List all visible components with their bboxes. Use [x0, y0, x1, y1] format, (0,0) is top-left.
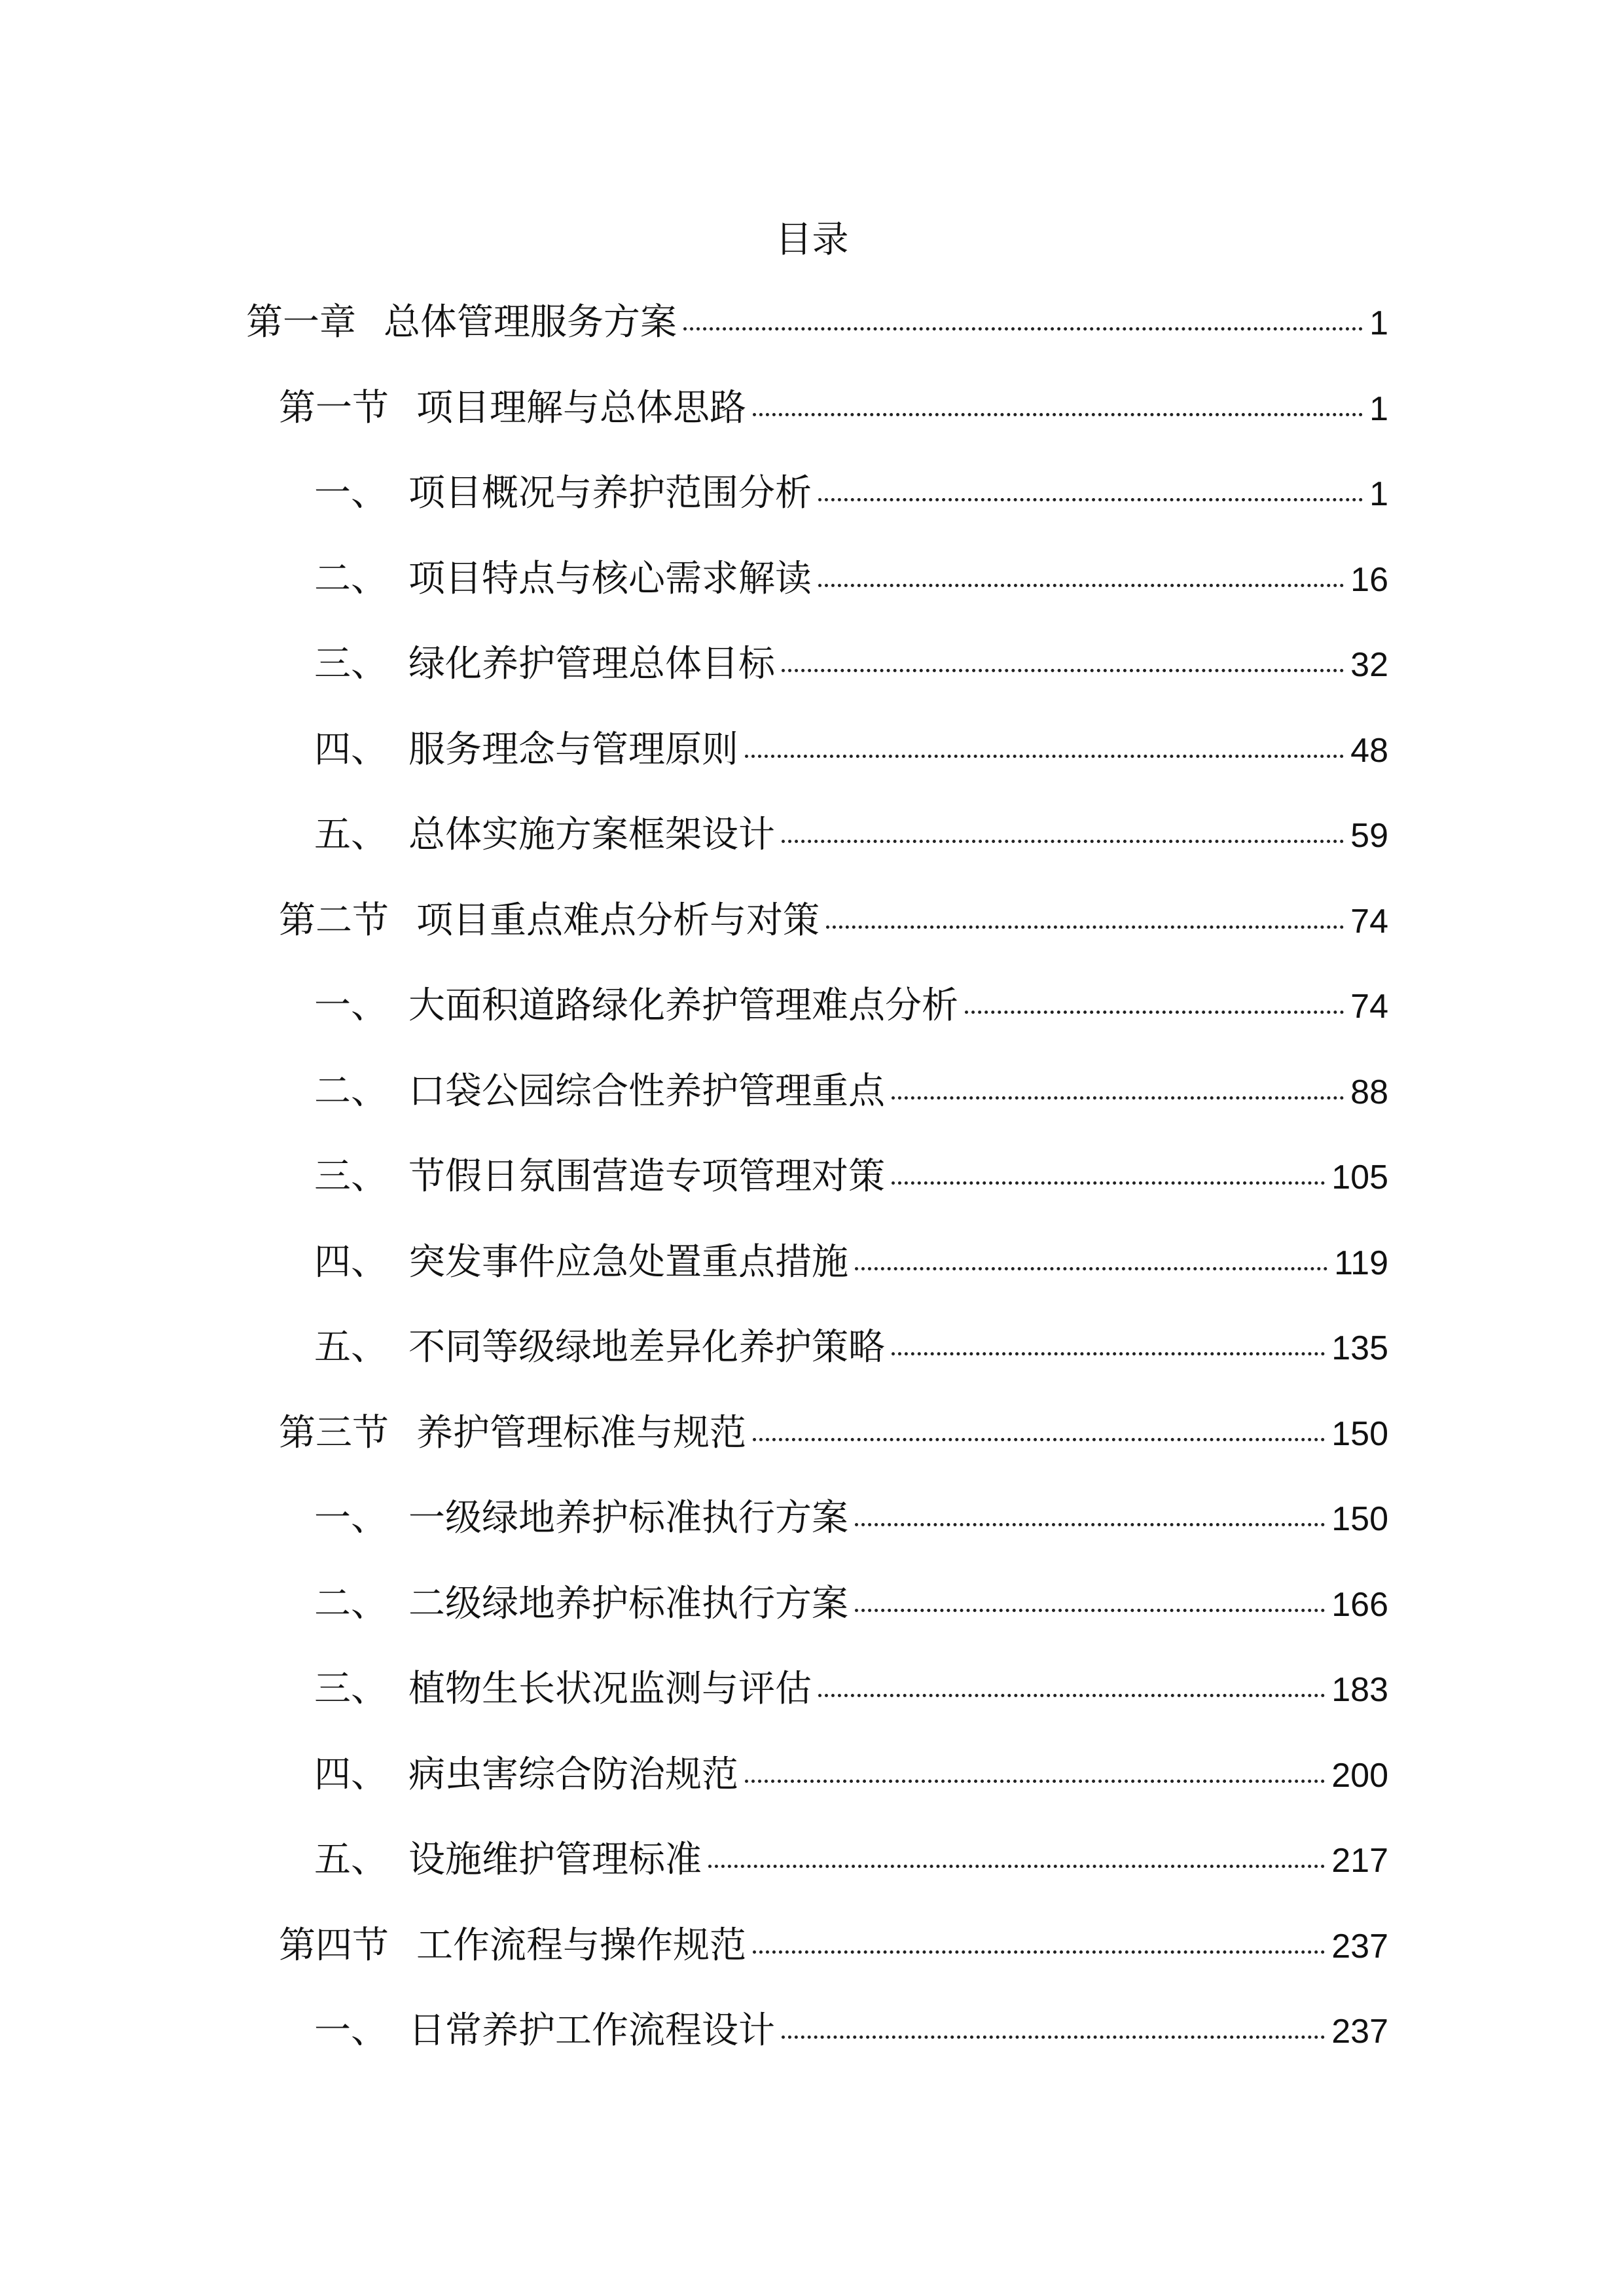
toc-entry-label: [314, 1660, 812, 1719]
page-title: 目录: [775, 219, 849, 261]
toc-entry-label: [314, 2001, 775, 2060]
toc-entry[interactable]: [279, 1916, 1388, 1975]
toc-entry-label: [279, 379, 746, 438]
toc-page-number: 88: [1350, 1073, 1388, 1111]
toc-entry-label: [314, 1575, 848, 1634]
toc-entry-title: 突发事件应急处置重点措施: [408, 1240, 848, 1283]
toc-entry-label: [314, 806, 775, 865]
toc-entry[interactable]: [279, 891, 1388, 950]
toc-entry-number: 第一节: [279, 386, 389, 429]
toc-dot-leader: [855, 1609, 1325, 1612]
toc-dot-leader: [708, 1865, 1325, 1868]
toc-page-number: 1: [1369, 304, 1388, 342]
toc-page-number: 119: [1334, 1244, 1388, 1282]
toc-entry-label: [246, 293, 677, 352]
toc-page-number: 200: [1331, 1756, 1388, 1795]
toc-page-number: 32: [1350, 646, 1388, 684]
toc-entry-number: 三、: [314, 1155, 388, 1198]
toc-entry-number: 四、: [314, 1753, 388, 1796]
toc-page-number: 135: [1331, 1329, 1388, 1367]
toc-dot-leader: [892, 1181, 1325, 1185]
toc-entry[interactable]: [314, 1489, 1388, 1548]
toc-dot-leader: [753, 413, 1363, 416]
toc-entry[interactable]: [314, 977, 1388, 1035]
toc-entry-title: 总体实施方案框架设计: [408, 814, 775, 856]
toc-entry-number: 第四节: [279, 1924, 389, 1967]
toc-entry-label: [314, 635, 775, 694]
toc-dot-leader: [745, 755, 1344, 758]
toc-entry[interactable]: [246, 293, 1388, 352]
toc-dot-leader: [683, 327, 1363, 331]
toc-entry-number: 五、: [314, 1326, 388, 1369]
toc-entry-label: [314, 721, 738, 780]
toc-page-number: 59: [1350, 817, 1388, 855]
toc-entry[interactable]: [314, 1062, 1388, 1121]
toc-entry-label: [314, 550, 812, 609]
toc-entry[interactable]: [314, 1318, 1388, 1377]
toc-entry-number: 四、: [314, 728, 388, 771]
toc-entry-number: 三、: [314, 1668, 388, 1710]
toc-entry-title: 总体管理服务方案: [384, 301, 677, 344]
toc-page-number: 217: [1331, 1842, 1388, 1880]
toc-entry[interactable]: [314, 550, 1388, 609]
toc-entry-number: 一、: [314, 2009, 388, 2052]
toc-entry-number: 第三节: [279, 1411, 389, 1454]
toc-dot-leader: [782, 840, 1344, 843]
toc-entry[interactable]: [314, 1746, 1388, 1804]
toc-entry-label: [279, 1916, 746, 1975]
toc-entry-title: 日常养护工作流程设计: [408, 2009, 775, 2052]
toc-entry-number: 三、: [314, 643, 388, 685]
toc-entry[interactable]: [314, 1575, 1388, 1634]
toc-entry-title: 口袋公园综合性养护管理重点: [408, 1069, 885, 1113]
toc-entry-number: 一、: [314, 472, 388, 514]
toc-entry-title: 服务理念与管理原则: [408, 728, 738, 771]
toc-entry[interactable]: [314, 464, 1388, 523]
toc-page-number: 48: [1350, 731, 1388, 770]
toc-dot-leader: [753, 1950, 1325, 1954]
toc-entry-label: [314, 1062, 885, 1121]
toc-entry-title: 项目概况与养护范围分析: [408, 472, 812, 514]
toc-entry-number: 二、: [314, 557, 388, 600]
toc-dot-leader: [818, 1694, 1325, 1697]
toc-page-number: 183: [1331, 1671, 1388, 1709]
toc-dot-leader: [753, 1438, 1325, 1441]
toc-entry-number: 第一章: [246, 301, 356, 344]
toc-dot-leader: [782, 2036, 1325, 2039]
toc-entry-number: 二、: [314, 1069, 388, 1113]
toc-entry-title: 节假日氛围营造专项管理对策: [408, 1155, 885, 1198]
toc-page-number: 150: [1331, 1414, 1388, 1453]
toc-entry-label: [314, 1489, 848, 1548]
toc-entry[interactable]: [279, 379, 1388, 438]
toc-page-number: 150: [1331, 1500, 1388, 1538]
toc-entry-title: 植物生长状况监测与评估: [408, 1668, 812, 1710]
toc-entry[interactable]: [314, 2001, 1388, 2060]
toc-entry-title: 二级绿地养护标准执行方案: [408, 1582, 848, 1625]
toc-entry-number: 二、: [314, 1582, 388, 1625]
toc-entry-title: 不同等级绿地差异化养护策略: [408, 1326, 885, 1369]
toc-entry-title: 项目特点与核心需求解读: [408, 557, 812, 600]
toc-entry-title: 项目重点难点分析与对策: [416, 899, 820, 942]
toc-entry-number: 五、: [314, 814, 388, 856]
toc-entry-label: [314, 1147, 885, 1206]
toc-entry-label: [279, 891, 820, 950]
toc-entry-title: 一级绿地养护标准执行方案: [408, 1497, 848, 1539]
toc-dot-leader: [892, 1096, 1344, 1100]
toc-page-number: 237: [1331, 1927, 1388, 1965]
toc-entry[interactable]: [314, 1831, 1388, 1890]
toc-entry[interactable]: [314, 721, 1388, 780]
toc-entry-number: 四、: [314, 1240, 388, 1283]
toc-page-number: 1: [1369, 389, 1388, 428]
toc-entry-label: [314, 1831, 702, 1890]
toc-page-number: 105: [1331, 1158, 1388, 1196]
toc-dot-leader: [826, 925, 1344, 929]
toc-page-number: 16: [1350, 560, 1388, 599]
toc-entry[interactable]: [314, 1233, 1388, 1292]
toc-entry[interactable]: [314, 1147, 1388, 1206]
toc-entry-label: [314, 977, 958, 1035]
toc-page-number: 74: [1350, 988, 1388, 1026]
toc-entry-label: [314, 1746, 738, 1804]
toc-entry[interactable]: [279, 1404, 1388, 1463]
toc-dot-leader: [818, 498, 1363, 501]
toc-entry-title: 大面积道路绿化养护管理难点分析: [408, 984, 958, 1027]
toc-page-number: 1: [1369, 475, 1388, 513]
toc-entry[interactable]: [314, 635, 1388, 694]
toc-page-number: 237: [1331, 2013, 1388, 2051]
toc-entry-number: 五、: [314, 1839, 388, 1881]
toc-entry-number: 一、: [314, 984, 388, 1027]
toc-entry-title: 病虫害综合防治规范: [408, 1753, 738, 1796]
toc-entry[interactable]: [314, 806, 1388, 865]
toc-page-number: 166: [1331, 1585, 1388, 1624]
toc-dot-leader: [892, 1352, 1325, 1355]
toc-entry-title: 养护管理标准与规范: [416, 1411, 746, 1454]
toc-entry-title: 绿化养护管理总体目标: [408, 643, 775, 685]
toc-dot-leader: [782, 669, 1344, 672]
toc-dot-leader: [965, 1011, 1344, 1014]
toc-entry-title: 设施维护管理标准: [408, 1839, 702, 1881]
toc-dot-leader: [855, 1523, 1325, 1526]
toc-dot-leader: [745, 1780, 1325, 1783]
toc-dot-leader: [855, 1267, 1327, 1270]
toc-dot-leader: [818, 584, 1344, 587]
toc-entry-title: 项目理解与总体思路: [416, 386, 746, 429]
toc-entry[interactable]: [314, 1660, 1388, 1719]
toc-entry-label: [314, 464, 812, 523]
toc-page-number: 74: [1350, 902, 1388, 941]
toc-entry-label: [279, 1404, 746, 1463]
toc-entry-label: [314, 1318, 885, 1377]
toc-entry-number: 第二节: [279, 899, 389, 942]
toc-entry-number: 一、: [314, 1497, 388, 1539]
toc-entry-title: 工作流程与操作规范: [416, 1924, 746, 1967]
toc-entry-label: [314, 1233, 848, 1292]
